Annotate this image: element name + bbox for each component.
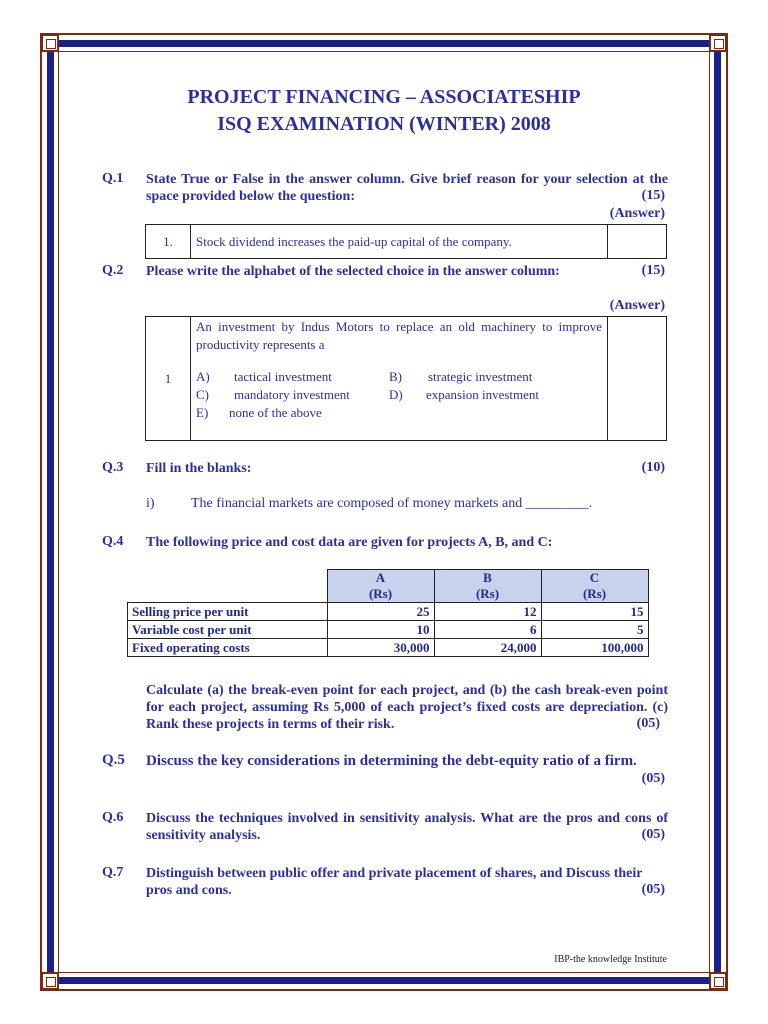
q4-col-c-header	[541, 570, 648, 603]
q5-marks: (05)	[641, 771, 665, 786]
row-label: Selling price per unit	[128, 603, 328, 621]
q4-col-a-header	[327, 570, 434, 603]
q1-number: Q.1	[102, 171, 124, 186]
q4-col-b-name: B	[483, 570, 492, 585]
q2-option-a-letter: A)	[196, 369, 210, 384]
q2-item-number: 1	[146, 317, 191, 441]
q3-marks: (10)	[641, 460, 665, 475]
q2-option-d: expansion investment	[426, 387, 540, 402]
cell-b: 6	[434, 621, 541, 639]
q2-stem: An investment by Indus Motors to replace an old machinery to improve productivity represents a	[196, 319, 602, 352]
q1-answer-cell[interactable]	[608, 225, 667, 259]
q2-option-b-letter: B)	[389, 369, 402, 384]
q4-cost-table	[127, 569, 649, 657]
q4-col-b-header	[434, 570, 541, 603]
corner-ornament-bottom-right	[709, 972, 727, 990]
q1-marks: (15)	[641, 188, 665, 203]
exam-subtitle: ISQ EXAMINATION (WINTER) 2008	[217, 113, 551, 135]
q4-col-c-unit: (Rs)	[582, 586, 607, 601]
q2-number: Q.2	[102, 263, 124, 278]
row-label: Variable cost per unit	[128, 621, 328, 639]
q3-number: Q.3	[102, 460, 124, 475]
q4-marks: (05)	[636, 716, 660, 731]
corner-ornament-top-right	[709, 34, 727, 52]
cell-c: 5	[541, 621, 648, 639]
q2-table	[145, 316, 667, 441]
q4-col-a-name: A	[375, 570, 386, 585]
q2-option-e: none of the above	[229, 405, 322, 420]
cell-b: 24,000	[434, 639, 541, 657]
q3-text: Fill in the blanks:	[146, 461, 252, 476]
q7-marks: (05)	[641, 882, 665, 897]
q2-option-c: mandatory investment	[234, 387, 350, 402]
q2-text: Please write the alphabet of the selected choice in the answer column:	[146, 264, 560, 279]
q4-col-b-unit: (Rs)	[475, 586, 500, 601]
q4-number: Q.4	[102, 534, 124, 549]
q2-answer-label: (Answer)	[609, 298, 665, 313]
row-label: Fixed operating costs	[128, 639, 328, 657]
q2-answer-cell[interactable]	[608, 317, 667, 441]
q2-option-b: strategic investment	[428, 369, 533, 384]
q4-col-a-unit: (Rs)	[368, 586, 393, 601]
table-row	[128, 603, 649, 621]
cell-c: 15	[541, 603, 648, 621]
corner-ornament-bottom-left	[41, 972, 59, 990]
cell-c: 100,000	[541, 639, 648, 657]
q6-number: Q.6	[102, 810, 124, 825]
table-row	[128, 639, 649, 657]
q2-option-d-letter: D)	[389, 387, 403, 402]
corner-ornament-top-left	[41, 34, 59, 52]
q1-answer-label: (Answer)	[609, 206, 665, 221]
q4-text: The following price and cost data are given for projects A, B, and C:	[146, 535, 553, 550]
q2-option-c-letter: C)	[196, 387, 209, 402]
q1-item-number: 1.	[146, 225, 191, 259]
cell-a: 10	[327, 621, 434, 639]
q6-marks: (05)	[641, 827, 665, 842]
cell-a: 30,000	[327, 639, 434, 657]
q7-number: Q.7	[102, 865, 124, 880]
cell-a: 25	[327, 603, 434, 621]
q2-option-e-letter: E)	[196, 405, 209, 420]
q3-item-text: The financial markets are composed of money markets and _________.	[191, 496, 593, 511]
q6-text: Discuss the techniques involved in sensitivity analysis. What are the pros and cons of sensitivity analysis.	[146, 811, 668, 843]
q7-text: Distinguish between public offer and private placement of shares, and Discuss their pros and cons.	[146, 866, 643, 898]
q1-table	[145, 224, 667, 259]
table-row	[128, 621, 649, 639]
q4-calc-text: Calculate (a) the break-even point for each project, and (b) the cash break-even point for each project, assuming Rs 5,000 of each project’s fixed costs are depreciation. (c) Rank these projects in terms of their risk.	[146, 683, 668, 732]
q1-text: State True or False in the answer column. Give brief reason for your selection at the space provided below the question:	[146, 172, 668, 204]
q2-option-a: tactical investment	[234, 369, 332, 384]
q5-text: Discuss the key considerations in determining the debt-equity ratio of a firm.	[146, 753, 637, 769]
q5-number: Q.5	[102, 752, 125, 768]
q2-marks: (15)	[641, 263, 665, 278]
footer-institute: IBP-the knowledge Institute	[554, 954, 667, 965]
exam-title: PROJECT FINANCING – ASSOCIATESHIP	[187, 86, 581, 108]
q4-col-c-name: C	[589, 570, 600, 585]
cell-b: 12	[434, 603, 541, 621]
q3-item-number: i)	[146, 496, 155, 511]
q1-item-text: Stock dividend increases the paid-up capital of the company.	[191, 225, 608, 259]
